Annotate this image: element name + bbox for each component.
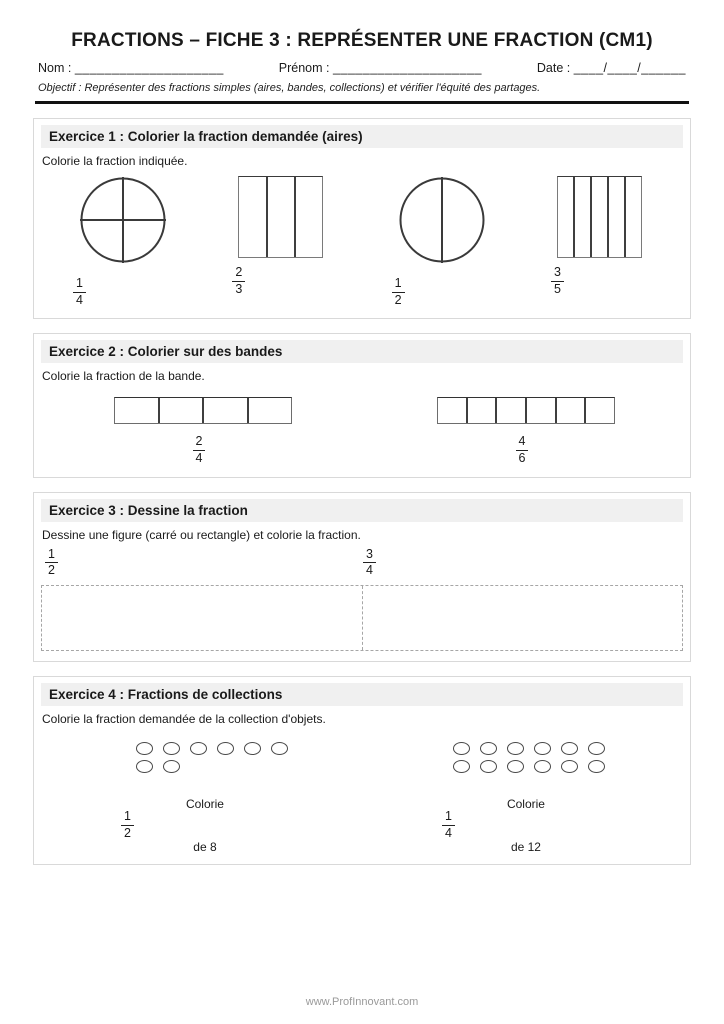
oval-object [163,742,180,755]
oval-object [244,742,261,755]
nom-field [38,61,224,75]
rect-fifths-shape [557,176,642,258]
fraction-denominator: 6 [518,450,526,465]
oval-object [480,742,497,755]
footer-url: www.ProfInnovant.com [305,996,419,1008]
oval-object [190,742,207,755]
fraction-denominator: 5 [553,281,561,296]
fraction-numerator: 1 [121,809,134,826]
fraction-denominator: 4 [365,563,373,578]
drawing-area-left [42,586,363,650]
date-label: Date : [536,61,571,75]
exercise-4-instruction: Colorie la fraction demandée de la collection d'objets. [42,711,326,726]
collection-12 [453,742,683,773]
collections-row [41,742,683,854]
oval-object [453,760,470,773]
fraction [551,265,564,297]
band-cell [525,398,555,423]
fraction [232,265,245,297]
header [33,30,691,104]
rect-part [266,177,294,257]
oval-object [507,760,524,773]
oval-object [163,760,180,773]
fraction-numerator: 2 [193,434,206,451]
fraction-numerator: 1 [45,547,58,564]
collection-8 [136,742,362,773]
rect-part [573,177,590,257]
collection-column [41,742,362,854]
fraction-denominator: 2 [48,563,55,578]
band-6-parts [437,397,615,424]
header-rule [35,101,689,104]
colorie-labels [507,797,545,854]
rect-part [294,177,322,257]
exercise-4-title: Exercice 4 : Fractions de collections [41,683,683,706]
fraction-denominator: 4 [445,825,452,840]
fraction [392,276,405,308]
exercise-3-instruction: Dessine une figure (carré ou rectangle) et colorie la fraction. [42,527,361,542]
fraction [45,547,58,579]
fraction-denominator: 2 [124,825,131,840]
rect-part [239,177,265,257]
oval-object [453,742,470,755]
fraction-numerator: 1 [442,809,455,826]
fraction-denominator: 3 [235,281,243,296]
oval-object [136,742,153,755]
colorie-label: Colorie [185,796,224,811]
fraction [442,809,455,841]
fraction-denominator: 2 [394,292,402,307]
oval-object [480,760,497,773]
oval-object [534,760,551,773]
fraction [429,434,615,466]
nom-label: Nom : [38,61,72,75]
band-cell [115,398,158,423]
colorie-labels [186,797,224,854]
exercise-2-title: Exercice 2 : Colorier sur des bandes [41,340,683,363]
oval-object [561,760,578,773]
shape-cell [394,176,486,308]
collection-row [136,760,362,773]
rect-thirds-shape [238,176,323,258]
circle-quarters-shape [79,176,167,269]
collection-row [453,760,683,773]
band-cell [495,398,525,423]
band-cell [438,398,466,423]
oval-object [136,760,153,773]
band-cell [158,398,203,423]
exercise-1-instruction: Colorie la fraction indiquée. [42,154,188,168]
rect-part [558,177,573,257]
collection-row [453,742,683,755]
de-total-label: de 12 [510,839,541,854]
fraction [106,434,292,466]
drawing-area [41,585,683,651]
circle-halves-shape [398,176,486,269]
band-cell [466,398,496,423]
nom-blank-line: ____________________ [74,61,224,75]
fraction-numerator: 3 [551,265,564,282]
colorie-block [121,797,362,854]
colorie-block [442,797,683,854]
exercise-3-title: Exercice 3 : Dessine la fraction [41,499,683,522]
identity-row [33,61,691,75]
bands-row [41,397,683,466]
band-cell [584,398,614,423]
band-cell [247,398,292,423]
page-title: FRACTIONS – FICHE 3 : REPRÉSENTER UNE FRACTION (CM1) [71,30,653,51]
prenom-blank-line: ____________________ [332,61,482,75]
shape-cell [235,176,326,297]
fraction-denominator: 4 [195,450,203,465]
draw-fractions-row [41,547,683,579]
fraction-denominator: 4 [76,292,83,307]
fraction-numerator: 3 [363,547,376,564]
collection-row [136,742,362,755]
band-group [437,397,615,466]
fraction-numerator: 2 [232,265,245,282]
de-total-label: de 8 [193,839,217,854]
oval-object [217,742,234,755]
exercise-1-section [33,118,691,319]
rect-part [624,177,641,257]
oval-object [561,742,578,755]
prenom-field [279,61,482,75]
colorie-label: Colorie [506,796,545,811]
rect-part [607,177,624,257]
exercise-2-section [33,333,691,477]
fraction-numerator: 4 [516,434,529,451]
fraction-numerator: 1 [73,276,86,293]
band-4-parts [114,397,292,424]
fraction [73,276,86,308]
exercise-2-instruction: Colorie la fraction de la bande. [42,369,205,384]
oval-object [588,742,605,755]
shapes-row [41,168,683,308]
fraction-numerator: 1 [392,276,405,293]
exercise-1-title: Exercice 1 : Colorier la fraction demandée (aires) [41,125,683,148]
exercise-3-section [33,492,691,662]
fraction [363,547,376,579]
oval-object [534,742,551,755]
objectif-text: Objectif : Représenter des fractions simples (aires, bandes, collections) et vérifier l'équité des partages. [38,82,541,94]
prenom-label: Prénom : [278,61,330,75]
exercise-4-section [33,676,691,865]
shape-cell [76,176,167,308]
date-blank-line: ____/____/______ [573,61,686,75]
oval-object [271,742,288,755]
fraction [121,809,134,841]
shape-cell [553,176,645,297]
drawing-area-right [363,586,683,650]
footer [0,996,724,1008]
band-group [114,397,292,466]
collection-column [362,742,683,854]
band-cell [202,398,247,423]
rect-part [590,177,607,257]
date-field [537,61,686,75]
oval-object [507,742,524,755]
oval-object [588,760,605,773]
band-cell [555,398,585,423]
